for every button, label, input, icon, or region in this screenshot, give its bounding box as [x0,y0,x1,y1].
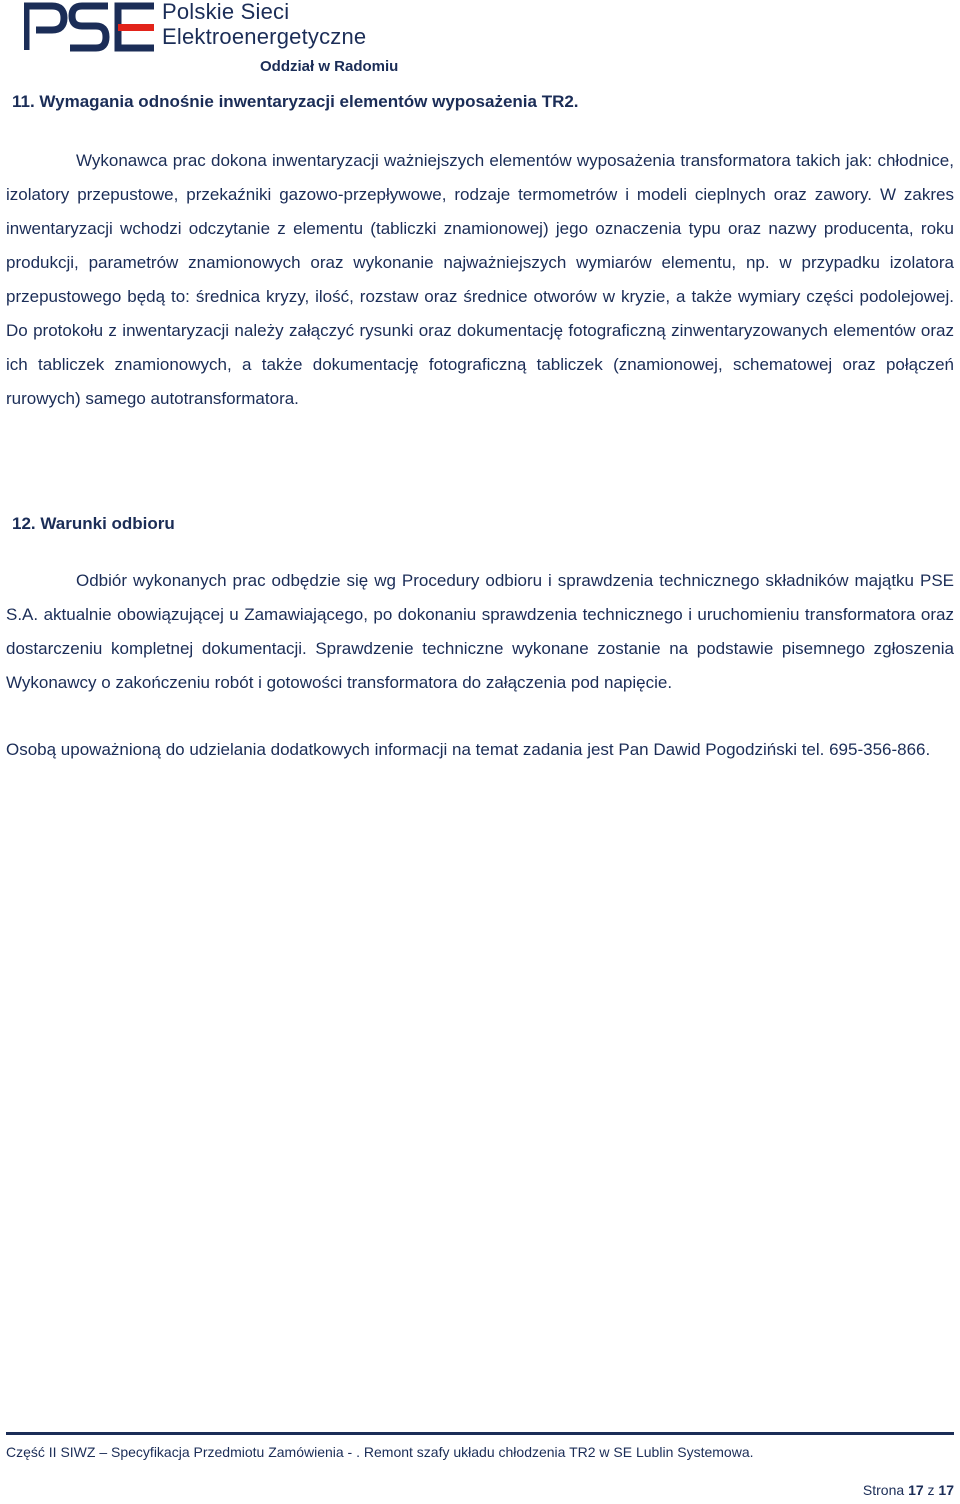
page-total: 17 [938,1482,954,1498]
section-11-paragraph: Wykonawca prac dokona inwentaryzacji ważniejszych elementów wyposażenia transformatora takich jak: chłodnice, izolatory przepustowe, przekaźniki gazowo-przepływowe, rodzaje termometrów i modeli cieplnych oraz zawory. W zakres inwentaryzacji wchodzi odczytanie z elementu (tabliczki znamionowej) jego oznaczenia typu oraz nazwy producenta, roku produkcji, parametrów znamionowych oraz wykonanie najważniejszych wymiarów elementu, np. w przypadku izolatora przepustowego będą to: średnica kryzy, ilość, rozstaw oraz średnice otworów w kryzie, a także wymiary części podolejowej. Do protokołu z inwentaryzacji należy załączyć rysunki oraz dokumentację fotograficzną zinwentaryzowanych elementów oraz ich tabliczek znamionowych, a także dokumentację fotograficzną tabliczek (znamionowej, schematowej oraz połączeń rurowych) samego autotransformatora. [6,151,954,408]
page-label-prefix: Strona [862,1482,905,1498]
section-12-heading: 12. Warunki odbioru [12,514,175,533]
section-12-paragraph-2: Osobą upoważnioną do udzielania dodatkowych informacji na temat zadania jest Pan Dawid Pogodziński tel. 695-356-866. [6,740,931,759]
page-current: 17 [908,1482,924,1498]
company-name-line1: Polskie Sieci [162,0,290,24]
company-name-line2: Elektroenergetyczne [162,24,367,49]
section-11-heading: 11. Wymagania odnośnie inwentaryzacji elementów wyposażenia TR2. [12,92,579,111]
branch-name: Oddział w Radomiu [260,58,399,75]
footer-divider [6,1432,954,1435]
pse-logo [24,0,424,80]
footer-text: Część II SIWZ – Specyfikacja Przedmiotu Zamówienia - . Remont szafy układu chłodzenia TR2 w SE Lublin Systemowa. [6,1444,754,1460]
section-12-paragraph-1: Odbiór wykonanych prac odbędzie się wg Procedury odbioru i sprawdzenia technicznego składników majątku PSE S.A. aktualnie obowiązującej u Zamawiającego, po dokonaniu sprawdzenia technicznego i uruchomieniu transformatora oraz dostarczeniu kompletnej dokumentacji. Sprawdzenie techniczne wykonane zostanie na podstawie pisemnego zgłoszenia Wykonawcy o zakończeniu robót i gotowości transformatora do załączenia pod napięcie. [6,571,954,692]
pse-logo-icon [24,2,156,52]
page-label-of: z [927,1482,935,1498]
page-number [863,1482,954,1498]
